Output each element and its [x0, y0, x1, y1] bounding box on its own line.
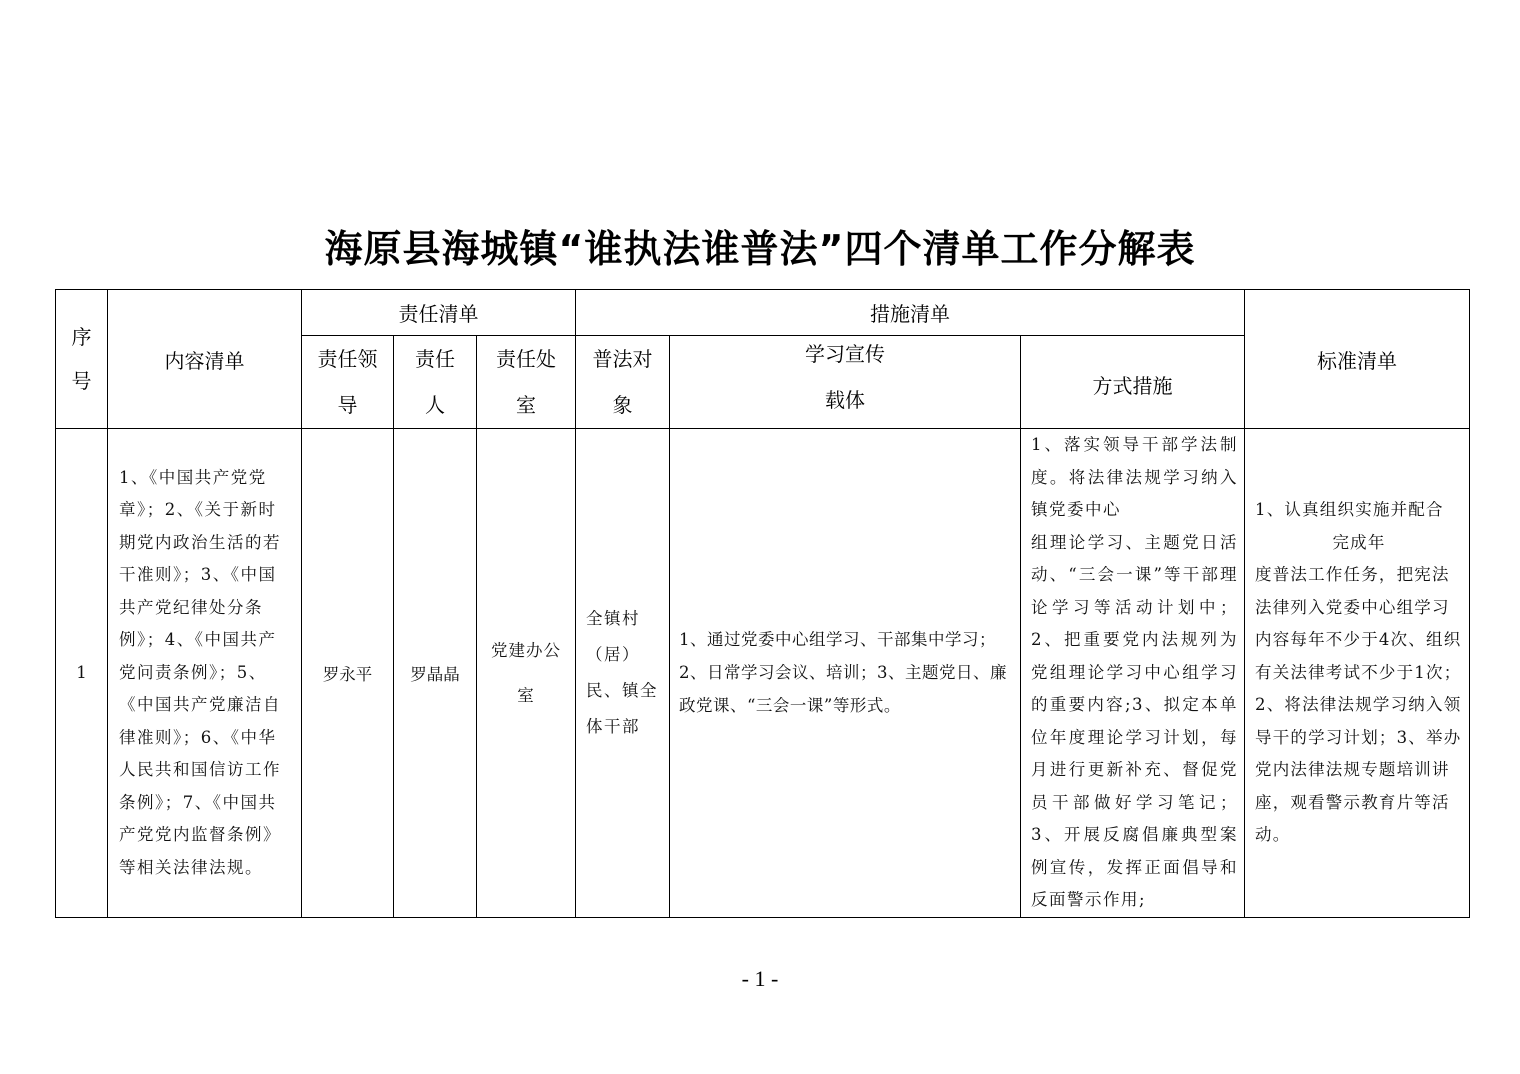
row-standard-part1: 1、认真组织实施并配合 [1255, 500, 1444, 519]
row-seq: 1 [56, 429, 108, 918]
work-breakdown-table [55, 289, 1470, 918]
header-seq: 序 号 [56, 290, 108, 429]
row-method-part1: 1、落实领导干部学法制度。将法律法规学习纳入镇党委中心 [1031, 435, 1238, 519]
row-method [1021, 429, 1245, 918]
row-leader: 罗永平 [302, 429, 394, 918]
header-responsible-office: 责任处 室 [477, 336, 576, 429]
row-target-audience: 全镇村 （居） 民、镇全 体干部 [576, 429, 670, 918]
header-standard-list: 标准清单 [1245, 290, 1470, 429]
header-content-list: 内容清单 [108, 290, 302, 429]
header-responsible-leader: 责任领 导 [302, 336, 394, 429]
row-person: 罗晶晶 [394, 429, 477, 918]
header-responsible-person: 责任 人 [394, 336, 477, 429]
header-responsibility-list: 责任清单 [302, 290, 576, 336]
row-standard-part3: 度普法工作任务，把宪法法律列入党委中心组学习内容每年不少于4次、组织有关法律考试不少于1次；2、将法律法规学习纳入领导干的学习计划；3、举办党内法律法规专题培训讲座，观看警示教育片等活动。 [1255, 565, 1462, 844]
row-method-part2: 组理论学习、主题党日活动、“三会一课”等干部理论学习等活动计划中；2、把重要党内法规列为党组理论学习中心组学习的重要内容;3、拟定本单位年度理论学习计划，每月进行更新补充、督促党员干部做好学习笔记；3、开展反腐倡廉典型案例宣传，发挥正面倡导和反面警示作用; [1031, 532, 1238, 909]
table-row [56, 429, 1470, 918]
header-carrier [670, 336, 1021, 429]
header-carrier-line1: 学习宣传 [805, 342, 885, 366]
header-target-audience: 普法对 象 [576, 336, 670, 429]
row-standard [1245, 429, 1470, 918]
row-standard-part2: 完成年 [1332, 532, 1386, 552]
row-office: 党建办公 室 [477, 429, 576, 918]
document-title: 海原县海城镇“谁执法谁普法”四个清单工作分解表 [324, 227, 1196, 271]
row-carrier: 1、通过党委中心组学习、干部集中学习；2、日常学习会议、培训；3、主题党日、廉政党课、“三会一课”等形式。 [670, 429, 1021, 918]
header-measures-list: 措施清单 [576, 290, 1245, 336]
page-number: - 1 - [741, 966, 779, 991]
row-content: 1、《中国共产党党章》；2、《关于新时期党内政治生活的若干准则》；3、《中国共产党纪律处分条例》；4、《中国共产党问责条例》；5、《中国共产党廉洁自律准则》；6、《中华人民共和国信访工作条例》；7、《中国共产党党内监督条例》等相关法律法规。 [108, 429, 302, 918]
header-method: 方式措施 [1021, 336, 1245, 429]
header-carrier-line2: 载体 [825, 388, 865, 412]
